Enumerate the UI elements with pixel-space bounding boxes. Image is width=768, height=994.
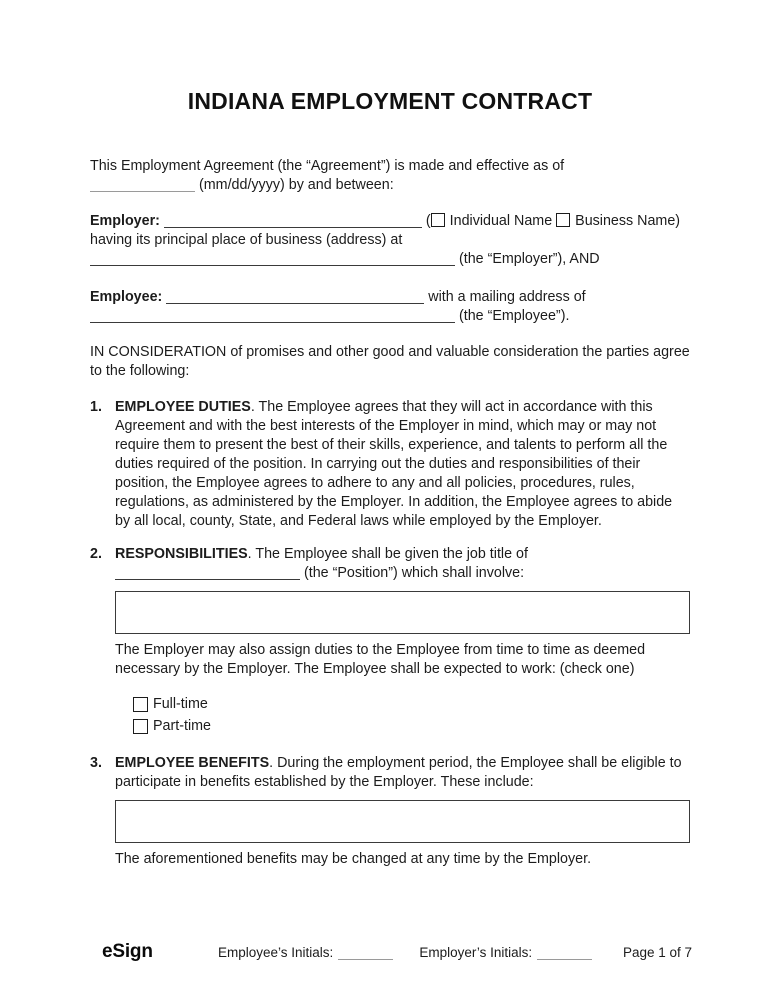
employer-initials-group bbox=[419, 943, 592, 962]
esign-logo: eSign bbox=[102, 941, 153, 962]
section-responsibilities bbox=[90, 545, 690, 737]
intro-paragraph bbox=[90, 157, 690, 195]
employer-initials-label: Employer’s Initials: bbox=[419, 945, 533, 960]
section-text bbox=[115, 545, 690, 583]
employer-name-blank[interactable] bbox=[164, 212, 422, 228]
employer-paragraph bbox=[90, 212, 690, 269]
full-time-option bbox=[133, 693, 690, 715]
employee-suffix: (the “Employee”). bbox=[458, 308, 570, 324]
section-body: . During the employment period, the Employee shall be eligible to participate in benefits established by the Employer. These include: bbox=[115, 755, 682, 790]
employee-name-blank[interactable] bbox=[166, 288, 424, 304]
section-body-after-blank: (the “Position”) which shall involve: bbox=[303, 565, 525, 581]
page-number: Page 1 of 7 bbox=[622, 945, 692, 960]
page-footer bbox=[0, 942, 768, 962]
responsibilities-note: The Employer may also assign duties to the Employee from time to time as deemed necessary by the Employer. The Employee shall be expected to work: (check one) bbox=[115, 642, 646, 677]
section-body: . The Employee agrees that they will act in accordance with this Agreement and with the best interests of the Employer in mind, which may or may not require them to present the best of their skills, experience, and talents to perform all the duties required of the position. In carrying out the duties and responsibilities of their position, the Employee agrees to adhere to any and all policies, procedures, rules, regulations, as administered by the Employer. In addition, the Employee agrees to abide by all local, county, State, and Federal laws while employed by the Employer. bbox=[115, 399, 673, 529]
section-employee-duties bbox=[90, 398, 690, 531]
employee-initials-label: Employee’s Initials: bbox=[218, 945, 334, 960]
effective-date-blank[interactable] bbox=[90, 176, 195, 192]
employer-address-line: having its principal place of business (address) at bbox=[90, 232, 403, 248]
employee-label: Employee: bbox=[90, 289, 163, 305]
consideration-paragraph: IN CONSIDERATION of promises and other good and valuable consideration the parties agree to the following: bbox=[90, 344, 690, 379]
section-heading: EMPLOYEE DUTIES bbox=[115, 399, 251, 415]
employee-initials-group bbox=[218, 943, 393, 962]
page-title: INDIANA EMPLOYMENT CONTRACT bbox=[187, 88, 593, 114]
benefits-textbox[interactable] bbox=[115, 800, 690, 843]
position-duties-textbox[interactable] bbox=[115, 591, 690, 634]
section-number: 2. bbox=[90, 546, 102, 562]
section-text bbox=[115, 754, 690, 792]
section-heading: EMPLOYEE BENEFITS bbox=[115, 755, 270, 771]
employer-initials-blank[interactable] bbox=[537, 944, 592, 960]
intro-line1: This Employment Agreement (the “Agreement”) is made and effective as of bbox=[90, 158, 565, 174]
employee-after-blank: with a mailing address of bbox=[428, 289, 586, 305]
work-schedule-options bbox=[133, 693, 690, 737]
section-employee-benefits bbox=[90, 754, 690, 869]
section-text bbox=[115, 398, 690, 531]
section-number: 1. bbox=[90, 399, 102, 415]
business-name-checkbox[interactable] bbox=[556, 213, 570, 227]
employee-initials-blank[interactable] bbox=[338, 944, 393, 960]
employer-suffix: (the “Employer”), AND bbox=[458, 251, 600, 267]
part-time-checkbox[interactable] bbox=[133, 719, 148, 734]
business-name-label: Business Name bbox=[575, 213, 676, 229]
part-time-option bbox=[133, 715, 690, 737]
section-number: 3. bbox=[90, 755, 102, 771]
full-time-label: Full-time bbox=[153, 695, 208, 712]
section-body: . The Employee shall be given the job title of bbox=[247, 546, 528, 562]
employer-paren-open: ( bbox=[425, 213, 431, 229]
employer-label: Employer: bbox=[90, 213, 160, 229]
section-heading: RESPONSIBILITIES bbox=[115, 546, 248, 562]
individual-name-checkbox[interactable] bbox=[431, 213, 445, 227]
intro-line2: (mm/dd/yyyy) by and between: bbox=[198, 177, 394, 193]
part-time-label: Part-time bbox=[153, 717, 211, 734]
benefits-note: The aforementioned benefits may be changed at any time by the Employer. bbox=[115, 851, 592, 867]
employee-paragraph bbox=[90, 288, 690, 326]
full-time-checkbox[interactable] bbox=[133, 697, 148, 712]
employer-address-blank[interactable] bbox=[90, 250, 455, 266]
position-title-blank[interactable] bbox=[115, 564, 300, 580]
employer-paren-close: ) bbox=[675, 213, 681, 229]
employee-address-blank[interactable] bbox=[90, 307, 455, 323]
individual-name-label: Individual Name bbox=[449, 213, 553, 229]
